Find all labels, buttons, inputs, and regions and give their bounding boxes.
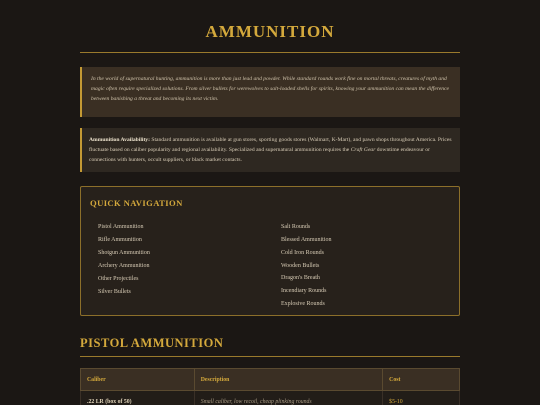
description-cell: Small caliber, low recoil, cheap plinking rounds [194, 391, 382, 405]
nav-link-cold-iron-rounds[interactable]: Cold Iron Rounds [281, 249, 325, 256]
nav-link-explosive-rounds[interactable]: Explosive Rounds [281, 301, 325, 308]
nav-link-rifle-ammunition[interactable]: Rifle Ammunition [98, 236, 142, 243]
quick-navigation-left-column [98, 221, 150, 298]
table-header-row [81, 369, 460, 391]
quick-navigation-right-column [281, 221, 332, 311]
availability-label: Ammunition Availability: [89, 137, 150, 143]
column-header-description: Description [194, 369, 382, 391]
nav-link-blessed-ammunition[interactable]: Blessed Ammunition [281, 236, 332, 243]
availability-callout [80, 128, 460, 172]
availability-text-after: downtime endeavour or connections with hunters, occult suppliers, or black market contacts. [89, 147, 430, 164]
quick-navigation [80, 186, 460, 316]
availability-text [89, 135, 452, 166]
intro-text: In the world of supernatural hunting, ammunition is more than just lead and powder. While standard rounds work fine on mortal threats, creatures of myth and magic often require specialized solutions. From silver bullets for werewolves to salt-loaded shells for spirits, knowing your ammunition can mean the difference between banishing a threat and becoming its next victim. [91, 76, 450, 103]
pistol-ammo-table [80, 368, 460, 405]
table-row [81, 391, 460, 405]
nav-link-wooden-bullets[interactable]: Wooden Bullets [281, 262, 320, 269]
availability-text-before: Standard ammunition is available at gun stores, sporting goods stores (Walmart, K-Mart), and pawn shops throughout America. Prices fluctuate based on caliber popularity and regional availability. Specialized and supernatural ammunition requires the [89, 137, 452, 154]
nav-link-salt-rounds[interactable]: Salt Rounds [281, 224, 311, 230]
nav-link-other-projectiles[interactable]: Other Projectiles [98, 275, 139, 282]
column-header-cost: Cost [383, 369, 460, 391]
nav-link-shotgun-ammunition[interactable]: Shotgun Ammunition [98, 249, 150, 256]
cost-cell: $5-10 [383, 391, 460, 405]
nav-link-dragons-breath[interactable]: Dragon's Breath [281, 275, 320, 282]
page-title: AMMUNITION [205, 22, 335, 41]
pistol-section-title: PISTOL AMMUNITION [80, 336, 224, 350]
nav-link-pistol-ammunition[interactable]: Pistol Ammunition [98, 224, 144, 230]
column-header-caliber: Caliber [81, 369, 195, 391]
craft-gear-term: Craft Gear [350, 147, 376, 154]
title-divider [80, 52, 460, 53]
pistol-section-divider [80, 356, 460, 357]
nav-link-silver-bullets[interactable]: Silver Bullets [98, 288, 131, 295]
quick-navigation-title: QUICK NAVIGATION [90, 198, 183, 208]
nav-link-archery-ammunition[interactable]: Archery Ammunition [98, 262, 150, 269]
caliber-cell: .22 LR (box of 50) [81, 391, 195, 405]
nav-link-incendiary-rounds[interactable]: Incendiary Rounds [281, 288, 327, 295]
intro-callout [80, 67, 460, 117]
